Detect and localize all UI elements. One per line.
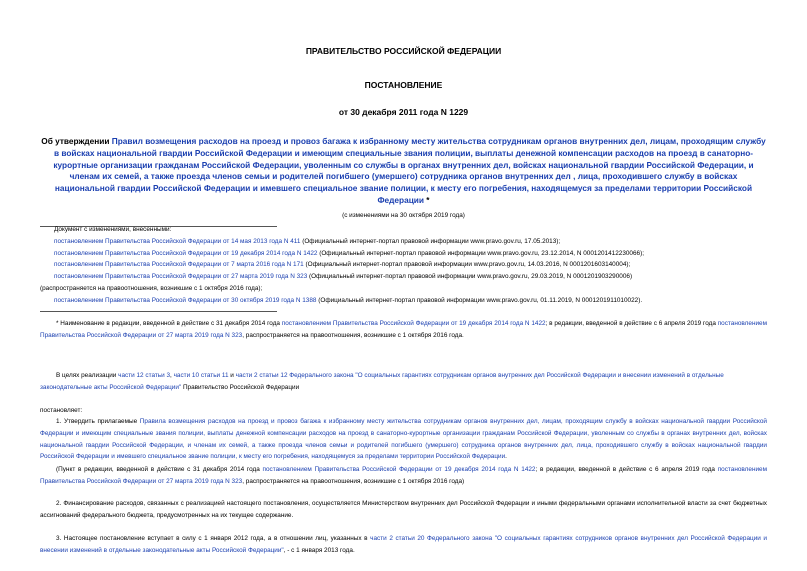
footnote: * Наименование в редакции, введенной в действие с 31 декабря 2014 года постановлением Правительства Российской Федерации от 19 декабря 2014 года N 1422; в редакции, введенной в действие с 6 апреля 2019 года постановлением Правительства Российской Федерации от 27 марта 2019 года N 323, распространяется на правоотношения, возникшие с 1 октября 2016 года.	[40, 320, 767, 339]
note-link[interactable]: постановлением Правительства Российской Федерации от 19 декабря 2014 года N 1422	[262, 466, 536, 473]
amendment-link[interactable]: постановлением Правительства Российской Федерации от 19 декабря 2014 года N 1422	[54, 249, 318, 257]
amendment-item: постановлением Правительства Российской Федерации от 14 мая 2013 года N 411 (Официальный интернет-портал правовой информации www.pravo.gov.ru, 17.05.2013);	[54, 237, 561, 245]
amendment-item-note: (распространяется на правоотношения, возникшие с 1 октября 2016 года);	[40, 284, 263, 292]
revision-note: (с изменениями на 30 октября 2019 года)	[342, 212, 465, 219]
law-link[interactable]: части 12 статьи 3	[118, 372, 171, 379]
amendment-link[interactable]: постановлением Правительства Российской Федерации от 7 марта 2016 года N 171	[54, 261, 304, 269]
intro-paragraph: В целях реализации части 12 статьи 3, части 10 статьи 11 и части 2 статьи 12 Федерального закона "О социальных гарантиях сотрудникам органов внутренних дел Российской Федерации и внесении изменений в отдельные законодательные акты Российской Федерации" Правительство Российской Федерации	[40, 372, 724, 391]
paragraph-1-note: (Пункт в редакции, введенной в действие с 31 декабря 2014 года постановлением Правительства Российской Федерации от 19 декабря 2014 года N 1422; в редакции, введенной в действие с 6 апреля 2019 года постановлением Правительства Российской Федерации от 27 марта 2019 года N 323, распространяется на правоотношения, возникшие с 1 октября 2016 года)	[40, 466, 767, 485]
footnote-link[interactable]: постановлением Правительства Российской Федерации от 19 декабря 2014 года N 1422	[281, 320, 546, 327]
title-rules-link[interactable]: Правил возмещения расходов на проезд и провоз багажа к избранному месту жительства сотрудникам органов внутренних дел, лицам, проходящим службу в войсках национальной гвардии Российской Федерации и имеющим специальные звания полиции, выплаты денежной компенсации расходов на проезд в санаторно-курортные организации гражданам Российской Федерации, уволенным со службы в органах внутренних дел, войсках национальной гвардии Российской Федерации, и членам их семей, а также проезда членов семьи и родителей погибшего (умершего) сотрудника органов внутренних дел , лица, проходившего службу в войсках национальной гвардии Российской Федерации и имевшего специальное звание полиции, к месту его погребения, находящемуся за пределами территории Российской Федерации	[53, 136, 766, 205]
rules-link[interactable]: Правила возмещения расходов на проезд и провоз багажа к избранному месту жительства сотрудникам органов внутренних дел, лицам, проходящим службу в войсках национальной гвардии Российской Федерации и имеющим специальные звания полиции, выплаты денежной компенсации расходов на проезд в санаторно-курортные организации гражданам Российской Федерации, уволенным со службы в органах внутренних дел, войсках национальной гвардии Российской Федерации, и членам их семей, а также проезда членов семьи и родителей погибшего (умершего) сотрудника органов внутренних дел, лица, проходившего службу в войсках национальной гвардии Российской Федерации и имевшего специальное звание полиции, к месту его погребения, находящемуся за пределами территории Российской Федерации	[40, 418, 767, 461]
amendment-link[interactable]: постановлением Правительства Российской Федерации от 30 октября 2019 года N 1388	[54, 296, 317, 304]
note-link[interactable]: постановлением Правительства Российской Федерации от 27 марта 2019 года N 323	[40, 466, 767, 485]
amendments-heading: Документ с изменениями, внесенными:	[54, 226, 172, 233]
amendment-item: постановлением Правительства Российской Федерации от 27 марта 2019 года N 323 (Официальный интернет-портал правовой информации www.pravo.gov.ru, 29.03.2019, N 0001201903290006)	[54, 273, 633, 281]
title-prefix: Об утверждении	[41, 136, 112, 146]
amendment-link[interactable]: постановлением Правительства Российской Федерации от 14 мая 2013 года N 411	[54, 237, 301, 245]
amendment-item: постановлением Правительства Российской Федерации от 30 октября 2019 года N 1388 (Официальный интернет-портал правовой информации www.pravo.gov.ru, 01.11.2019, N 0001201911010022).	[54, 296, 643, 304]
law-link[interactable]: части 10 статьи 11	[173, 372, 229, 379]
amendment-item: постановлением Правительства Российской Федерации от 19 декабря 2014 года N 1422 (Официальный интернет-портал правовой информации www.pravo.gov.ru, 23.12.2014, N 0001201412230066);	[54, 249, 645, 257]
amendment-item: постановлением Правительства Российской Федерации от 7 марта 2016 года N 171 (Официальный интернет-портал правовой информации www.pravo.gov.ru, 14.03.2016, N 0001201603140004);	[54, 261, 631, 269]
amendment-link[interactable]: постановлением Правительства Российской Федерации от 27 марта 2019 года N 323	[54, 273, 308, 281]
title-suffix: *	[424, 194, 430, 205]
org-name: ПРАВИТЕЛЬСТВО РОССИЙСКОЙ ФЕДЕРАЦИИ	[305, 46, 502, 56]
law-link[interactable]: части 2 статьи 12 Федерального закона "О социальных гарантиях сотрудникам органов внутренних дел Российской Федерации и внесении изменений в отдельные законодательные акты Российской Федерации"	[40, 372, 724, 391]
footnote-link[interactable]: постановлением Правительства Российской Федерации от 27 марта 2019 года N 323	[40, 320, 767, 339]
paragraph-3: 3. Настоящее постановление вступает в силу с 1 января 2012 года, а в отношении лиц, указанных в части 2 статьи 20 Федерального закона "О социальных гарантиях сотрудников органов внутренних дел Российской Федерации и внесении изменений в отдельные законодательные акты Российской Федерации", - с 1 января 2013 года.	[40, 535, 767, 554]
amendments-list	[40, 224, 774, 307]
paragraph-2: 2. Финансирование расходов, связанных с реализацией настоящего постановления, осуществляется Министерством внутренних дел Российской Федерации и иными федеральными органами исполнительной власти за счет бюджетных ассигнований федерального бюджета, предусмотренных на их текущее содержание.	[40, 500, 767, 519]
date-number: от 30 декабря 2011 года N 1229	[338, 107, 469, 117]
document-title	[40, 136, 767, 207]
paragraph-1: 1. Утвердить прилагаемые Правила возмещения расходов на проезд и провоз багажа к избранному месту жительства сотрудникам органов внутренних дел, лицам, проходящим службу в войсках национальной гвардии Российской Федерации и имеющим специальные звания полиции, выплаты денежной компенсации расходов на проезд в санаторно-курортные организации гражданам Российской Федерации, уволенным со службы в органах внутренних дел, войсках национальной гвардии Российской Федерации, и членам их семей, а также проезда членов семьи и родителей погибшего (умершего) сотрудника органов внутренних дел, лица, проходившего службу в войсках национальной гвардии Российской Федерации и имевшего специальное звание полиции, к месту его погребения, находящемуся за пределами территории Российской Федерации.	[40, 418, 767, 461]
doc-type: ПОСТАНОВЛЕНИЕ	[364, 80, 443, 90]
law-link[interactable]: части 2 статьи 20 Федерального закона "О социальных гарантиях сотрудников органов внутренних дел Российской Федерации и внесении изменений в отдельные законодательные акты Российской Федерации"	[40, 535, 767, 554]
divider	[40, 311, 277, 312]
decrees-word: постановляет:	[40, 407, 83, 414]
